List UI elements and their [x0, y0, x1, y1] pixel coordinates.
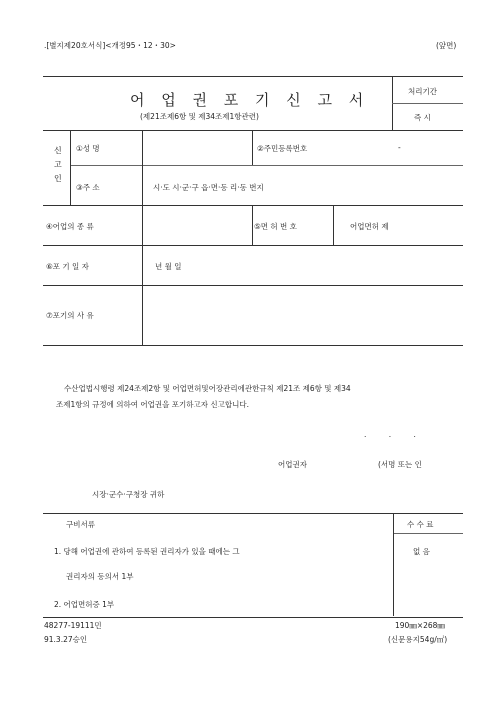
paper-type: (신문용지54g/㎡): [388, 635, 448, 644]
form-frame: [43, 76, 463, 618]
recipient: 시장·군수·구청장 귀하: [92, 490, 165, 499]
abandonment-date-label: ⑥포 기 일 자: [46, 262, 89, 271]
address-label: ③주 소: [76, 183, 100, 192]
applicant-section-label: 신 고 인: [54, 146, 62, 183]
attachment-item-1: 1. 당해 어업권에 관하여 등록된 권리자가 있을 때에는 그: [54, 547, 240, 556]
resident-id-label: ②주민등록번호: [257, 144, 308, 153]
name-field[interactable]: [143, 131, 251, 164]
fishery-type-field[interactable]: [143, 206, 251, 244]
statement-date[interactable]: . . .: [364, 430, 416, 439]
form-subtitle: (제21조제6항 및 제34조제1항관련): [140, 112, 259, 121]
processing-period-label: 처리기간: [408, 87, 437, 96]
statement-line-1: 수산업법시행령 제24조제2항 및 어업면허및어장관리에관한규칙 제21조 제6항 및 제34: [64, 384, 351, 393]
paper-size: 190㎜×268㎜: [395, 621, 445, 630]
form-title: 어 업 권 포 기 신 고 서: [130, 91, 370, 109]
license-number-label: ⑤면 허 번 호: [254, 222, 297, 231]
form-reference: .[별지제20호서식]<개정95・12・30>: [44, 41, 176, 50]
form-code: 48277-19111민: [44, 621, 102, 630]
signature-label[interactable]: (서명 또는 인: [378, 460, 422, 469]
license-number-value[interactable]: 어업면허 제: [350, 222, 389, 231]
resident-id-value[interactable]: -: [398, 143, 401, 152]
fee-label: 수 수 료: [407, 520, 434, 529]
fishery-type-label: ④어업의 종 류: [46, 222, 94, 231]
attachment-item-1-cont: 권리자의 동의서 1부: [66, 572, 134, 581]
name-label: ①성 명: [76, 144, 100, 153]
processing-period-value: 즉 시: [414, 113, 431, 122]
abandonment-reason-field[interactable]: [143, 286, 462, 344]
address-value[interactable]: 시·도 시·군·구 읍·면·동 리·동 번지: [153, 183, 264, 192]
fee-value: 없 음: [413, 547, 430, 556]
attachments-header: 구비서류: [66, 520, 95, 529]
abandonment-reason-label: ⑦포기의 사 유: [46, 311, 94, 320]
statement-line-2: 조제1항의 규정에 의하여 어업권을 포기하고자 신고합니다.: [56, 400, 249, 409]
abandonment-date-value[interactable]: 년 월 일: [155, 262, 182, 271]
fishery-holder-label: 어업권자: [278, 460, 307, 469]
attachment-item-2: 2. 어업면허증 1부: [54, 600, 115, 609]
page-side-label: (앞면): [436, 41, 457, 50]
approval-date: 91.3.27승인: [44, 635, 88, 644]
